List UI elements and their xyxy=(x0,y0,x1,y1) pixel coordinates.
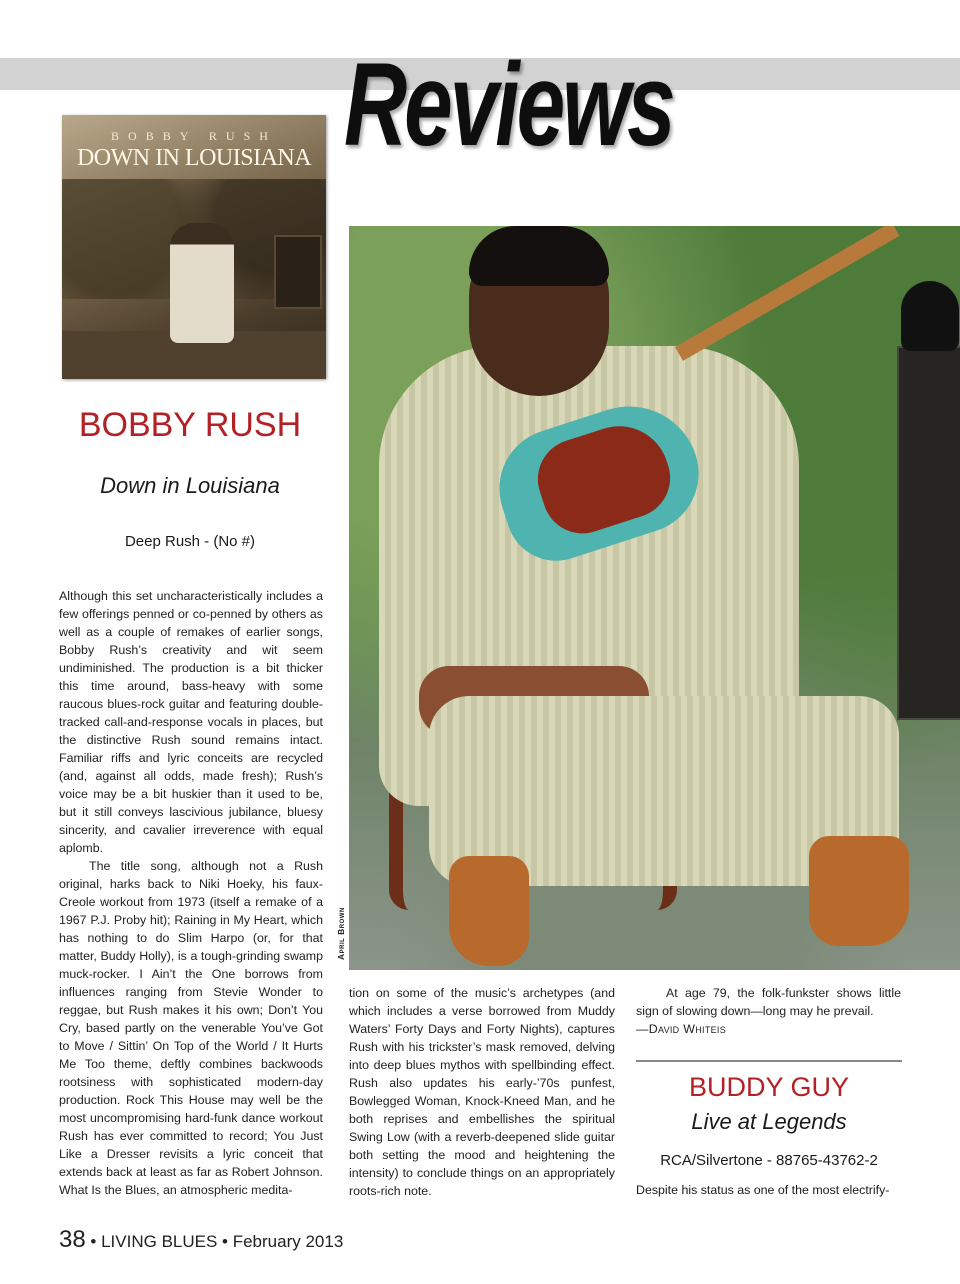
review-artist: BOBBY RUSH xyxy=(78,406,302,444)
cover-artist-text: BOBBY RUSH xyxy=(111,129,277,143)
photo-credit: April Brown xyxy=(336,907,346,960)
review2-text: Despite his status as one of the most electrify- xyxy=(636,1183,890,1197)
cover-album-text: DOWN IN LOUISIANA xyxy=(76,145,312,171)
footer-text: • LIVING BLUES • February 2013 xyxy=(85,1232,344,1251)
artist-photo xyxy=(349,226,960,970)
review-paragraph: The title song, although not a Rush original, harks back to Niki Hoeky, his faux-Creole workout from 1973 (itself a remake of a 1967 P.J. Proby hit); Raining in My Heart, which has nothing to do Slim Harpo (or, for that matter, Buddy Holly), is a tough-grinding swamp muck-rocker. I Ain’t the One borrows from influences ranging from Stevie Wonder to reggae, but Rush makes it his own; Don’t You Cry, based partly on the venerable You’ve Got to Move / Sittin’ On Top of the World / It Hurts Me Too theme, deftly combines backwoods rootsiness with sophisticated modern-day production. Rock This House may well be the most uncompromising hard-funk dance workout Rush has ever committed to record; You Just Like a Dresser revisits a lyric conceit that extends back at least as far as Robert Johnson. What Is the Blues, an atmospheric medita- xyxy=(59,859,323,1197)
review-column-3 xyxy=(636,984,901,1038)
section-heading: Reviews xyxy=(344,39,673,171)
album-cover-image xyxy=(62,115,326,379)
review2-label: RCA/Silvertone - 88765-43762-2 xyxy=(660,1152,878,1169)
review-byline: —David Whiteis xyxy=(636,1022,727,1036)
review2-album-title: Live at Legends xyxy=(691,1109,847,1134)
review-label: Deep Rush - (No #) xyxy=(124,533,256,550)
review-column-2 xyxy=(349,984,615,1200)
section-divider xyxy=(636,1060,902,1062)
review2-artist: BUDDY GUY xyxy=(688,1072,850,1102)
review-column-1 xyxy=(59,587,323,1199)
page-number: 38 xyxy=(59,1226,86,1253)
page-footer xyxy=(59,1226,343,1254)
review-paragraph: Although this set uncharacteristically includes a few offerings penned or co-penned by others as well as a couple of remakes of earlier songs, Bobby Rush’s creativity and wit seem undiminished. The production is a bit thicker this time around, bass-heavy with some raucous blues-rock guitar and featuring double-tracked call-and-response vocals in places, but the distinctive Rush sound remains intact. Familiar riffs and lyric conceits are recycled (and, against all odds, made fresh); Rush’s voice may be a bit huskier than it used to be, but it still conveys lascivious jubilance, bluesy sincerity, and cavalier irreverence with equal aplomb. xyxy=(59,589,323,855)
review-paragraph: tion on some of the music’s archetypes (and which includes a verse borrowed from Muddy Waters’ Forty Days and Forty Nights), captures Rush with his trickster’s mask removed, delving into deep blues mythos with spellbinding effect. Rush also updates his early-’70s punfest, Bowlegged Woman, Knock-Kneed Man, and he both reprises and embellishes the spiritual Swing Low (with a reverb-deepened slide guitar both setting the mood and heightening the intensity) to conclude things on an appropriately roots-rich note. xyxy=(349,986,615,1198)
review-paragraph: At age 79, the folk-funkster shows little sign of slowing down—long may he prevail. xyxy=(636,986,901,1018)
review-album-title: Down in Louisiana xyxy=(100,473,280,498)
